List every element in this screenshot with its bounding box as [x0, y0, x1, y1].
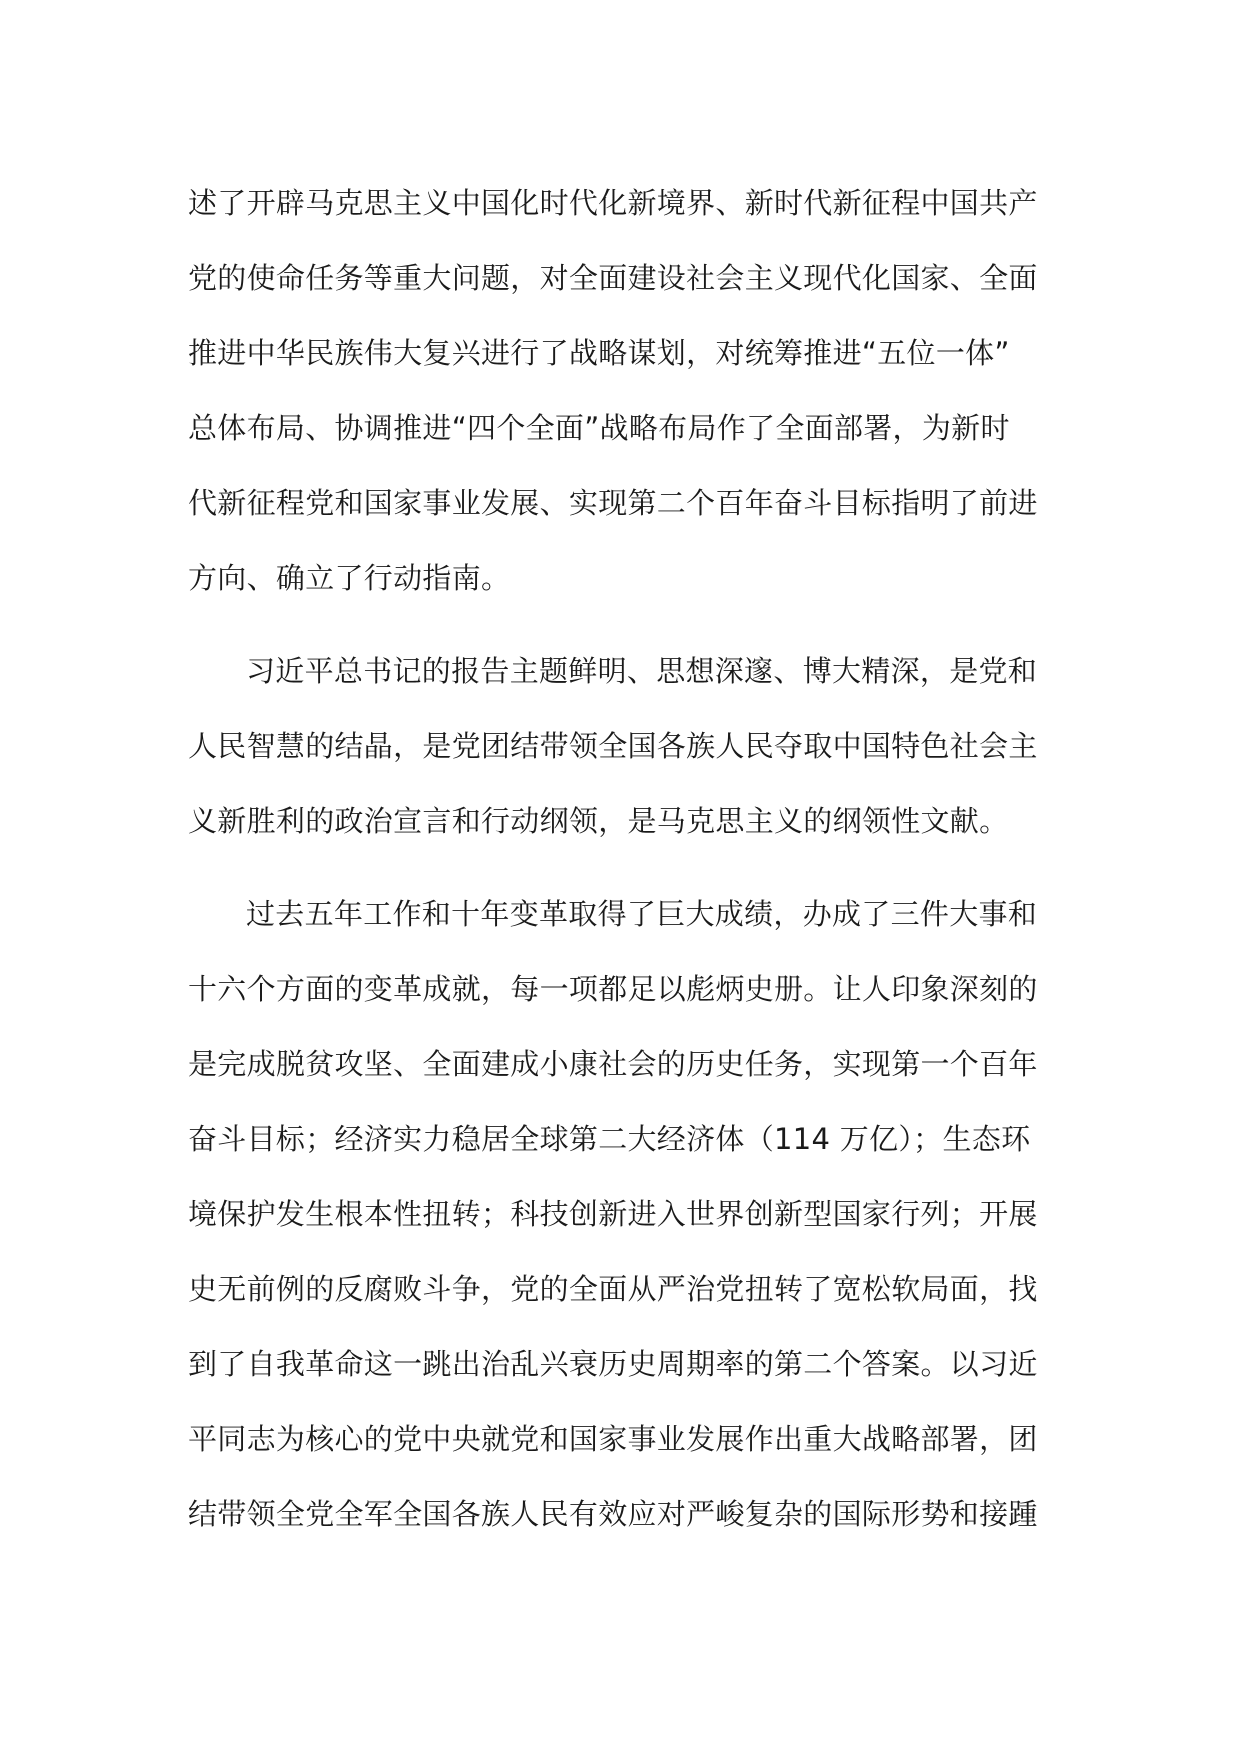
text-line: 义新胜利的政治宣言和行动纲领，是马克思主义的纲领性文献。	[188, 804, 1009, 838]
paragraph-gap	[188, 616, 1068, 634]
text-line: 结带领全党全军全国各族人民有效应对严峻复杂的国际形势和接踵	[188, 1497, 1038, 1531]
text-line: 十六个方面的变革成就，每一项都足以彪炳史册。让人印象深刻的	[188, 972, 1038, 1006]
text-line: 党的使命任务等重大问题，对全面建设社会主义现代化国家、全面	[188, 261, 1038, 295]
text-line: 到了自我革命这一跳出治乱兴衰历史周期率的第二个答案。以习近	[188, 1347, 1038, 1381]
paragraph-3	[188, 877, 1068, 1552]
text-line: 代新征程党和国家事业发展、实现第二个百年奋斗目标指明了前进	[188, 486, 1038, 520]
text-line: 人民智慧的结晶，是党团结带领全国各族人民夺取中国特色社会主	[188, 729, 1038, 763]
text-line: 是完成脱贫攻坚、全面建成小康社会的历史任务，实现第一个百年	[188, 1047, 1038, 1081]
text-line: 总体布局、协调推进“四个全面”战略布局作了全面部署，为新时	[188, 411, 1010, 445]
text-line: 奋斗目标；经济实力稳居全球第二大经济体（114 万亿）；生态环	[188, 1122, 1031, 1156]
body-text	[188, 166, 1068, 1552]
text-line: 方向、确立了行动指南。	[188, 561, 511, 595]
text-line: 推进中华民族伟大复兴进行了战略谋划，对统筹推进“五位一体”	[188, 336, 1010, 370]
text-line: 平同志为核心的党中央就党和国家事业发展作出重大战略部署，团	[188, 1422, 1038, 1456]
paragraph-2	[188, 634, 1068, 859]
text-line: 过去五年工作和十年变革取得了巨大成绩，办成了三件大事和	[246, 897, 1038, 931]
text-line: 境保护发生根本性扭转；科技创新进入世界创新型国家行列；开展	[188, 1197, 1038, 1231]
text-line: 习近平总书记的报告主题鲜明、思想深邃、博大精深，是党和	[246, 654, 1038, 688]
paragraph-gap	[188, 859, 1068, 877]
paragraph-1	[188, 166, 1068, 616]
text-line: 述了开辟马克思主义中国化时代化新境界、新时代新征程中国共产	[188, 186, 1038, 220]
text-line: 史无前例的反腐败斗争，党的全面从严治党扭转了宽松软局面，找	[188, 1272, 1038, 1306]
